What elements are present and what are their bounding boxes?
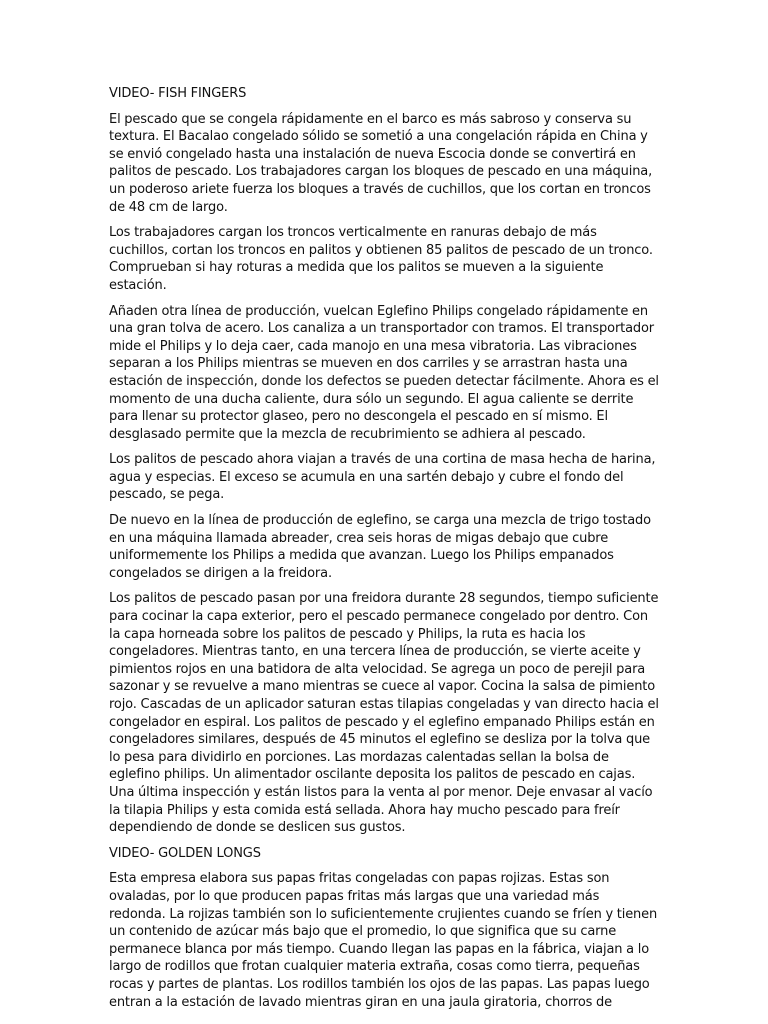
section-heading-fish-fingers: VIDEO- FISH FINGERS bbox=[109, 86, 247, 101]
document-body bbox=[109, 85, 659, 1019]
paragraph-5: De nuevo en la línea de producción de eglefino, se carga una mezcla de trigo tostado en una máquina llamada abreader, crea seis horas de migas debajo que cubre uniformemente los Philips a medida que avanzan. Luego los Philips empanados congelados se dirigen a la freidora. bbox=[109, 513, 651, 581]
paragraph-4: Los palitos de pescado ahora viajan a través de una cortina de masa hecha de harina, agua y especias. El exceso se acumula en una sartén debajo y cubre el fondo del pescado, se pega. bbox=[109, 452, 656, 503]
paragraph-3: Añaden otra línea de producción, vuelcan Eglefino Philips congelado rápidamente en una gran tolva de acero. Los canaliza a un transportador con tramos. El transportador mide el Philips y lo deja caer, cada manojo en una mesa vibratoria. Las vibraciones separan a los Philips mientras se mueven en dos carriles y se arrastran hasta una estación de inspección, donde los defectos se pueden detectar fácilmente. Ahora es el momento de una ducha caliente, dura sólo un segundo. El agua caliente se derrite para llenar su protector glaseo, pero no descongela el pescado en sí mismo. El desglasado permite que la mezcla de recubrimiento se adhiera al pescado. bbox=[109, 303, 659, 442]
paragraph-2: Los trabajadores cargan los troncos verticalmente en ranuras debajo de más cuchillos, cortan los troncos en palitos y obtienen 85 palitos de pescado de un tronco. Comprueban si hay roturas a medida que los palitos se mueven a la siguiente estación. bbox=[109, 225, 653, 293]
section-heading-golden-longs: VIDEO- GOLDEN LONGS bbox=[109, 845, 261, 861]
paragraph-6: Los palitos de pescado pasan por una freidora durante 28 segundos, tiempo suficiente para cocinar la capa exterior, pero el pescado permanece congelado por dentro. Con la capa horneada sobre los palitos de pescado y Philips, la ruta es hacia los congeladores. Mientras tanto, en una tercera línea de producción, se vierte aceite y pimientos rojos en una batidora de alta velocidad. Se agrega un poco de perejil para sazonar y se revuelve a mano mientras se cuece al vapor. Cocina la salsa de pimiento rojo. Cascadas de un aplicador saturan estas tilapias congeladas y van directo hacia el congelador en espiral. Los palitos de pescado y el eglefino empanado Philips están en congeladores similares, después de 45 minutos el eglefino se desliza por la tolva que lo pesa para dividirlo en porciones. Las mordazas calentadas sellan la bolsa de eglefino philips. Un alimentador oscilante deposita los palitos de pescado en cajas. Una última inspección y están listos para la venta al por menor. Deje envasar al vacío la tilapia Philips y esta comida está sellada. Ahora hay mucho pescado para freír dependiendo de donde se deslicen sus gustos. bbox=[109, 591, 659, 836]
paragraph-7: Esta empresa elabora sus papas fritas congeladas con papas rojizas. Estas son ovaladas, por lo que producen papas fritas más largas que una variedad más redonda. La rojizas también son lo suficientemente crujientes cuando se fríen y tienen un contenido de azúcar más bajo que el promedio, lo que significa que su carne permanece blanca por más tiempo. Cuando llegan las papas en la fábrica, viajan a lo largo de rodillos que frotan cualquier materia extraña, cosas como tierra, pequeñas rocas y partes de plantas. Los rodillos también los ojos de las papas. Las papas luego entran a la estación de lavado mientras giran en una jaula giratoria, chorros de bbox=[109, 871, 658, 1010]
paragraph-1: El pescado que se congela rápidamente en el barco es más sabroso y conserva su textura. El Bacalao congelado sólido se sometió a una congelación rápida en China y se envió congelado hasta una instalación de nueva Escocia donde se convertirá en palitos de pescado. Los trabajadores cargan los bloques de pescado en una máquina, un poderoso ariete fuerza los bloques a través de cuchillos, que los cortan en troncos de 48 cm de largo. bbox=[109, 111, 653, 215]
